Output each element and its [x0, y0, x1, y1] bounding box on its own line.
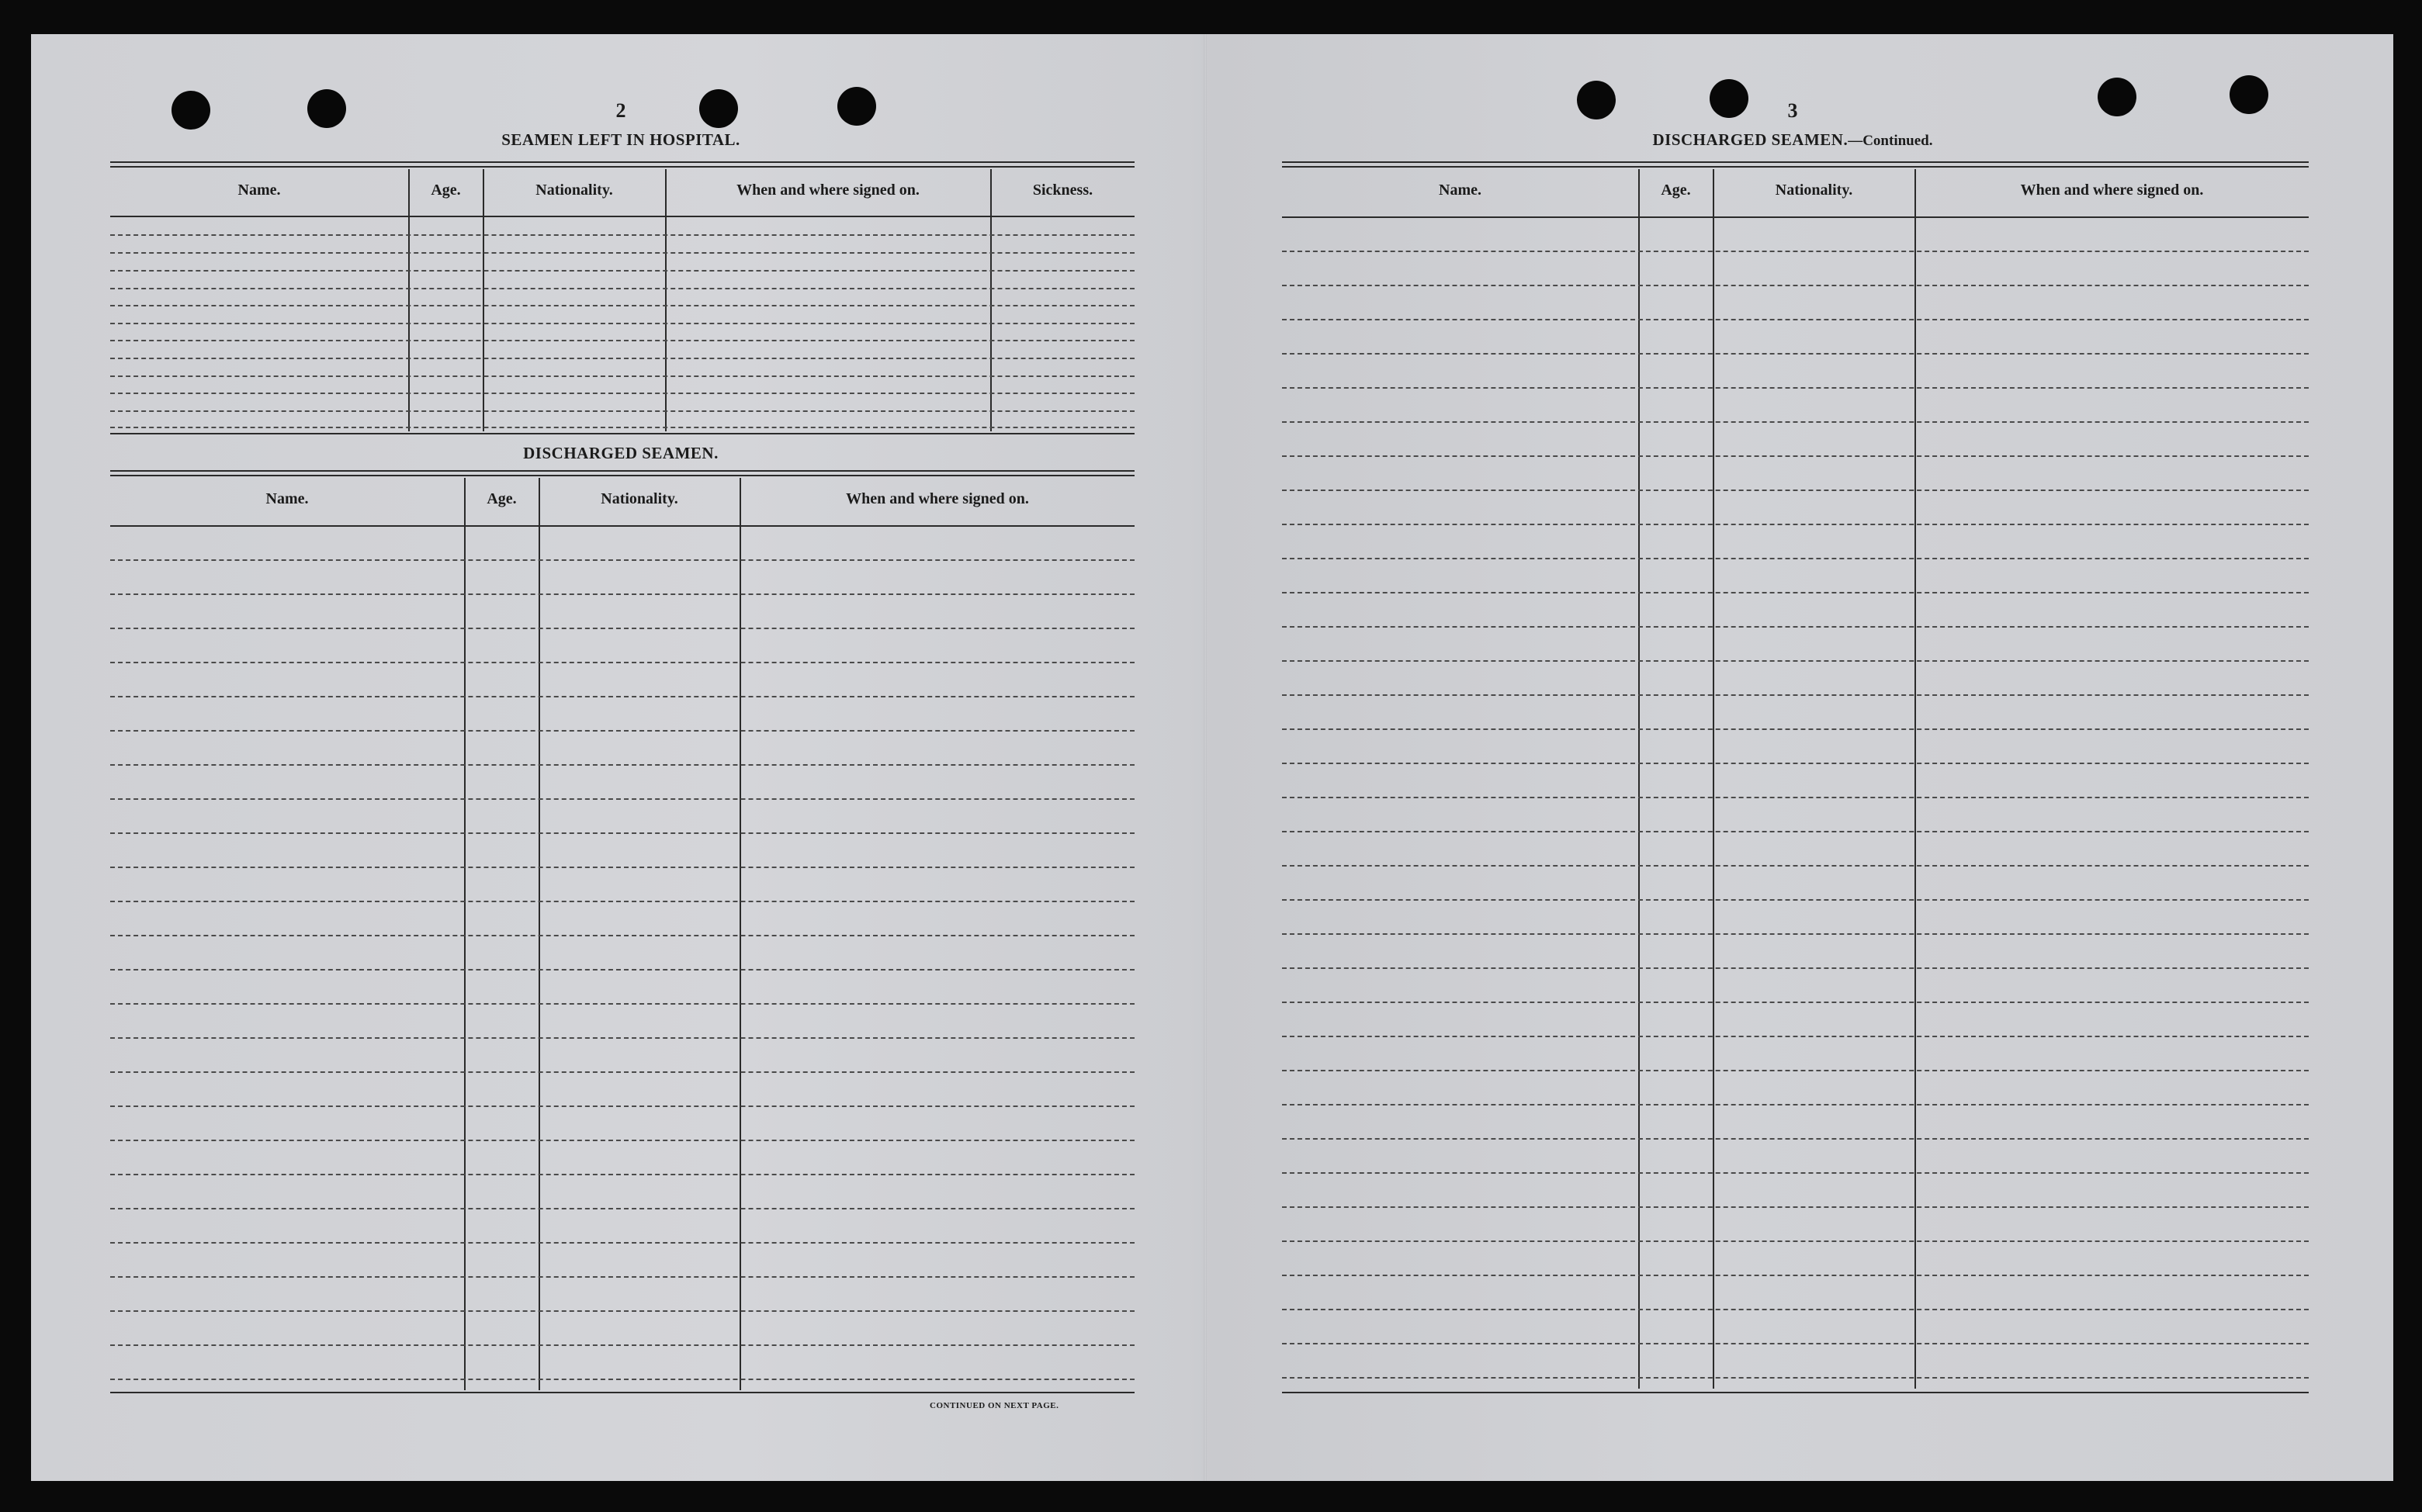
entry-line: [1282, 353, 2309, 355]
entry-line: [1282, 285, 2309, 286]
hospital-table-title: SEAMEN LEFT IN HOSPITAL.: [501, 130, 740, 149]
entry-line: [110, 1379, 1135, 1380]
hospital-col-signed-on: When and where signed on.: [736, 182, 920, 199]
entry-line: [110, 323, 1135, 324]
entry-line: [1282, 1275, 2309, 1276]
discharged-header-rule: [110, 525, 1135, 527]
right-table-top-rule: [1282, 161, 2309, 168]
discharged-table-top-rule: [110, 470, 1135, 476]
entry-line: [110, 1071, 1135, 1073]
punch-hole: [2098, 78, 2136, 116]
entry-line: [110, 662, 1135, 663]
entry-line: [110, 593, 1135, 595]
punch-hole: [172, 91, 210, 130]
punch-hole: [1710, 79, 1748, 118]
entry-line: [110, 270, 1135, 272]
entry-line: [1282, 933, 2309, 935]
entry-line: [1282, 490, 2309, 491]
entry-line: [1282, 319, 2309, 320]
page-fold: [1204, 34, 1207, 1481]
entry-line: [110, 1208, 1135, 1209]
entry-line: [1282, 1070, 2309, 1071]
entry-line: [1282, 1104, 2309, 1105]
entry-line: [110, 305, 1135, 306]
entry-line: [110, 288, 1135, 289]
entry-line: [1282, 626, 2309, 628]
right-table-title-suffix: —Continued.: [1848, 133, 1933, 149]
punch-hole: [2230, 75, 2268, 114]
entry-line: [110, 410, 1135, 412]
entry-line: [1282, 967, 2309, 969]
entry-line: [1282, 592, 2309, 593]
right-col-name: Name.: [1439, 182, 1481, 199]
hospital-header-rule: [110, 216, 1135, 217]
entry-line: [1282, 1002, 2309, 1003]
entry-line: [1282, 1206, 2309, 1208]
entry-line: [110, 1105, 1135, 1107]
right-col-age: Age.: [1661, 182, 1691, 199]
punch-hole: [307, 89, 346, 128]
entry-line: [1282, 831, 2309, 832]
entry-line: [110, 628, 1135, 629]
entry-line: [110, 1310, 1135, 1312]
entry-line: [1282, 1036, 2309, 1037]
entry-line: [1282, 1172, 2309, 1174]
discharged-col-divider: [464, 478, 466, 1390]
left-page-number: 2: [615, 99, 626, 122]
entry-line: [110, 1344, 1135, 1346]
right-table-title-text: DISCHARGED SEAMEN.: [1652, 130, 1849, 149]
entry-line: [110, 375, 1135, 377]
entry-line: [1282, 1138, 2309, 1140]
discharged-col-divider: [740, 478, 741, 1390]
discharged-col-nationality: Nationality.: [601, 490, 678, 507]
discharged-col-name: Name.: [265, 490, 309, 507]
entry-line: [110, 832, 1135, 834]
entry-line: [110, 730, 1135, 732]
hospital-bottom-rule: [110, 433, 1135, 434]
continued-footnote: CONTINUED ON NEXT PAGE.: [930, 1401, 1059, 1410]
entry-line: [1282, 455, 2309, 457]
entry-line: [110, 867, 1135, 868]
right-header-rule: [1282, 216, 2309, 218]
punch-hole: [1577, 81, 1616, 119]
entry-line: [110, 969, 1135, 971]
entry-line: [1282, 1240, 2309, 1242]
entry-line: [110, 1037, 1135, 1039]
right-bottom-rule: [1282, 1392, 2309, 1393]
discharged-col-divider: [539, 478, 540, 1390]
entry-line: [110, 427, 1135, 428]
entry-line: [110, 252, 1135, 254]
right-page-number: 3: [1787, 99, 1798, 122]
entry-line: [1282, 1343, 2309, 1344]
entry-line: [1282, 694, 2309, 696]
entry-line: [1282, 1309, 2309, 1310]
discharged-table-title: DISCHARGED SEAMEN.: [523, 444, 719, 462]
entry-line: [110, 1242, 1135, 1244]
hospital-col-age: Age.: [431, 182, 461, 199]
entry-line: [110, 340, 1135, 341]
discharged-bottom-rule: [110, 1392, 1135, 1393]
entry-line: [1282, 524, 2309, 525]
entry-line: [1282, 763, 2309, 764]
entry-line: [110, 798, 1135, 800]
punch-hole: [837, 87, 876, 126]
entry-line: [110, 393, 1135, 394]
hospital-col-sickness: Sickness.: [1032, 182, 1093, 199]
entry-line: [1282, 865, 2309, 867]
entry-line: [1282, 899, 2309, 901]
hospital-col-name: Name.: [237, 182, 281, 199]
entry-line: [110, 358, 1135, 359]
entry-line: [1282, 728, 2309, 730]
entry-line: [110, 1140, 1135, 1141]
punch-hole: [699, 89, 738, 128]
entry-line: [1282, 558, 2309, 559]
entry-line: [1282, 251, 2309, 252]
entry-line: [1282, 387, 2309, 389]
entry-line: [110, 935, 1135, 936]
entry-line: [110, 1276, 1135, 1278]
entry-line: [1282, 1377, 2309, 1379]
entry-line: [1282, 421, 2309, 423]
hospital-table-top-rule: [110, 161, 1135, 168]
entry-line: [110, 696, 1135, 697]
discharged-col-signed-on: When and where signed on.: [846, 490, 1029, 507]
right-table-title: [1529, 130, 2056, 150]
entry-line: [110, 764, 1135, 766]
right-col-nationality: Nationality.: [1775, 182, 1853, 199]
entry-line: [1282, 660, 2309, 662]
entry-line: [110, 1003, 1135, 1005]
entry-line: [1282, 797, 2309, 798]
entry-line: [110, 1174, 1135, 1175]
entry-line: [110, 901, 1135, 902]
discharged-col-age: Age.: [487, 490, 517, 507]
right-col-signed-on: When and where signed on.: [2020, 182, 2204, 199]
hospital-col-nationality: Nationality.: [535, 182, 613, 199]
entry-line: [110, 234, 1135, 236]
entry-line: [110, 559, 1135, 561]
